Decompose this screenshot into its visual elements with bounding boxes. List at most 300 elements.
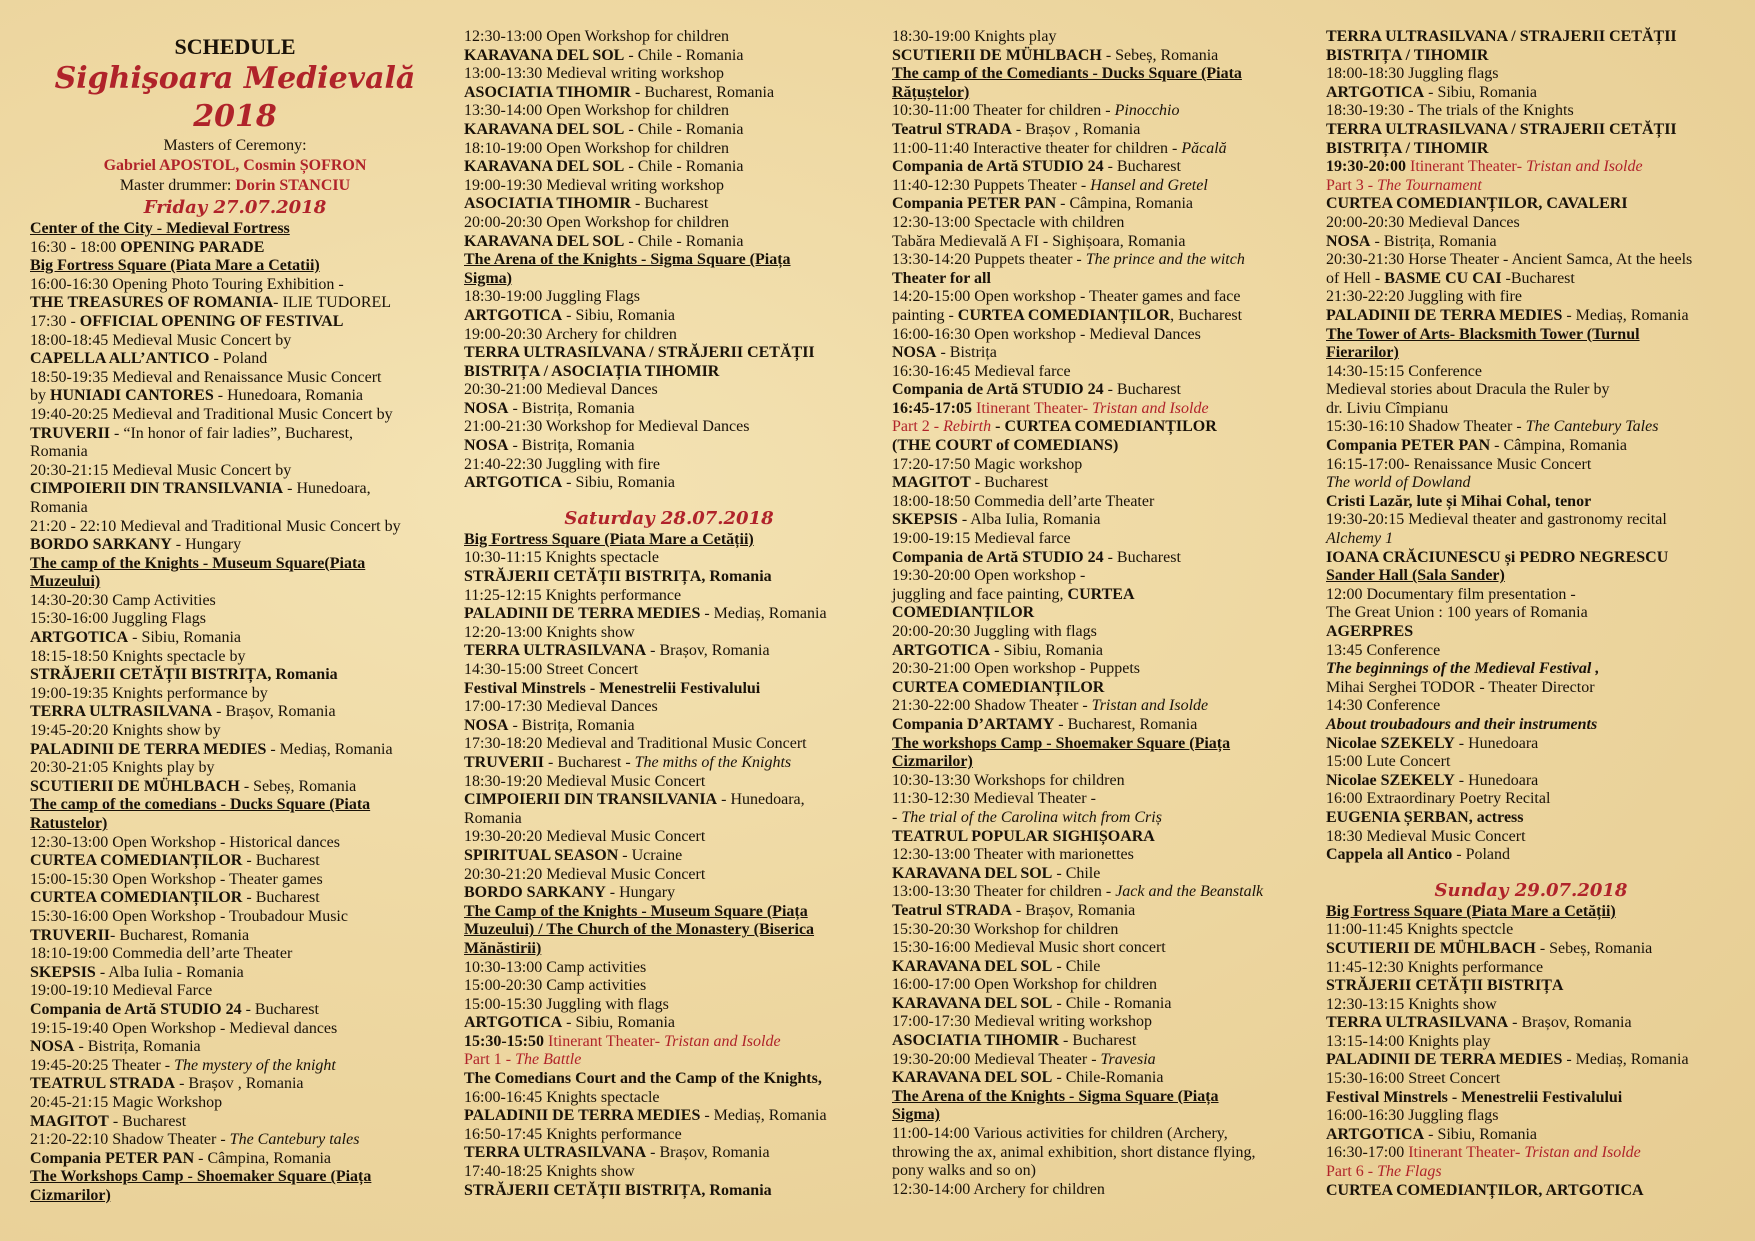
schedule-line	[1326, 418, 1736, 437]
schedule-line	[892, 772, 1302, 791]
line-segment: Part 3 -	[1326, 176, 1378, 194]
schedule-line	[30, 722, 440, 741]
line-segment: Big Fortress Square (Piata Mare a Cetatii)	[30, 257, 320, 275]
venue-heading	[464, 270, 874, 289]
schedule-line	[892, 177, 1302, 196]
line-segment: - Sibiu, Romania	[1424, 83, 1538, 101]
schedule-line	[1326, 158, 1736, 177]
line-segment: - Hunedoara	[1454, 771, 1539, 789]
schedule-line	[1326, 921, 1736, 940]
line-segment: 19:00-19:15 Medieval farce	[892, 530, 1071, 548]
line-segment: 18:30-19:20 Medieval Music Concert	[464, 772, 706, 790]
line-segment: Itinerant Theater	[547, 1032, 655, 1050]
line-segment: 12:30-14:00 Archery for children	[892, 1180, 1105, 1198]
line-segment: - Tristan and Isolde	[1082, 399, 1209, 417]
line-segment: The Comedians Court and the Camp of the Knights,	[464, 1070, 822, 1088]
line-segment: 20:30-21:05 Knights play by	[30, 759, 215, 777]
venue-heading	[464, 903, 874, 922]
line-segment: - Brașov, Romania	[646, 642, 770, 660]
schedule-line	[1326, 660, 1736, 679]
line-segment: 18:00-18:50 Commedia dell’arte Theater	[892, 492, 1155, 510]
schedule-line	[464, 828, 874, 847]
line-segment: Compania de Artă STUDIO 24	[892, 381, 1104, 399]
line-segment: NOSA	[1326, 232, 1371, 250]
schedule-line	[1326, 623, 1736, 642]
schedule-line	[464, 1070, 874, 1089]
schedule-line	[1326, 493, 1736, 512]
schedule-column-4	[1326, 28, 1736, 1200]
line-segment: Păcală	[1181, 139, 1227, 157]
line-segment: - Bucharest	[242, 889, 320, 907]
line-segment: Tabăra Medievală A FI - Sighișoara, Romania	[892, 232, 1186, 250]
line-segment: 15:00 Lute Concert	[1326, 753, 1451, 771]
line-segment: The prince and the witch	[1085, 251, 1245, 269]
schedule-line	[464, 1163, 874, 1182]
line-segment: 16:30-16:45 Medieval farce	[892, 362, 1071, 380]
schedule-line	[464, 1107, 874, 1126]
schedule-line	[892, 437, 1302, 456]
line-segment: - Bucharest	[631, 195, 709, 213]
line-segment: BORDO SARKANY	[464, 884, 606, 902]
line-segment: ARTGOTICA	[464, 306, 563, 324]
line-segment: 17:30-18:20 Medieval and Traditional Music Concert	[464, 735, 807, 753]
schedule-line	[892, 288, 1302, 307]
line-segment: Compania PETER PAN	[30, 1149, 195, 1167]
schedule-line	[1326, 47, 1736, 66]
schedule-line	[892, 102, 1302, 121]
line-segment: - Chile	[1052, 864, 1101, 882]
line-segment: Cizmarilor)	[30, 1186, 111, 1204]
schedule-line	[892, 660, 1302, 679]
line-segment: 18:10-19:00 Open Workshop for children	[464, 139, 730, 157]
schedule-line	[464, 1089, 874, 1108]
line-segment: 20:45-21:15 Magic Workshop	[30, 1093, 223, 1111]
line-segment: Compania de Artă STUDIO 24	[892, 158, 1104, 176]
schedule-line	[30, 889, 440, 908]
schedule-line	[892, 307, 1302, 326]
line-segment: THE TREASURES OF ROMANIA	[30, 294, 274, 312]
line-segment: 12:30-13:00 Open Workshop - Historical dances	[30, 833, 340, 851]
schedule-line	[30, 1038, 440, 1057]
schedule-line	[30, 1094, 440, 1113]
schedule-line	[30, 518, 440, 537]
line-segment: KARAVANA DEL SOL	[892, 994, 1053, 1012]
schedule-line	[464, 326, 874, 345]
line-segment: CURTEA COMEDIANȚILOR	[957, 306, 1171, 324]
line-segment: The Workshops Camp - Shoemaker Square (Piața	[30, 1168, 372, 1186]
schedule-line	[892, 270, 1302, 289]
line-segment: The camp of the Comediants - Ducks Square (Piata	[892, 65, 1242, 83]
schedule-header	[30, 34, 440, 196]
schedule-line	[464, 568, 874, 587]
line-segment: 20:00-20:30 Medieval Dances	[1326, 213, 1520, 231]
line-segment: - Brașov, Romania	[212, 703, 336, 721]
line-segment: NOSA	[30, 1038, 75, 1056]
line-segment: - Bucharest	[1103, 548, 1181, 566]
schedule-line	[30, 1113, 440, 1132]
venue-heading	[1326, 326, 1736, 345]
line-segment: CURTEA COMEDIANȚILOR	[892, 678, 1105, 696]
line-segment: 21:30-22:20 Juggling with fire	[1326, 288, 1522, 306]
schedule-line	[30, 759, 440, 778]
line-segment: NOSA	[464, 399, 509, 417]
schedule-line	[892, 400, 1302, 419]
drummer-label: Master drummer:	[119, 177, 232, 194]
line-segment: - CURTEA COMEDIANȚILOR	[991, 418, 1217, 436]
line-segment: 13:00-13:30 Theater for children -	[892, 883, 1116, 901]
line-segment: of Hell -	[1326, 269, 1385, 287]
schedule-line	[464, 177, 874, 196]
line-segment: Romania	[464, 809, 522, 827]
schedule-line	[892, 846, 1302, 865]
line-segment: PALADINII DE TERRA MEDIES	[30, 740, 267, 758]
line-segment: Theater for all	[892, 269, 991, 287]
line-segment: Festival Minstrels - Menestrelii Festivalului	[1326, 1088, 1623, 1106]
schedule-line	[464, 418, 874, 437]
line-segment: COMEDIANȚILOR	[892, 604, 1035, 622]
schedule-line	[464, 474, 874, 493]
schedule-line	[892, 1013, 1302, 1032]
line-segment: TERRA ULTRASILVANA / STRĂJERII CETĂȚII	[464, 344, 815, 362]
schedule-line	[1326, 809, 1736, 828]
line-segment: 13:30-14:20 Puppets theater -	[892, 251, 1086, 269]
line-segment: 11:30-12:30 Medieval Theater -	[892, 790, 1096, 808]
schedule-line	[30, 313, 440, 332]
line-segment: - Poland	[209, 350, 268, 368]
line-segment: 16:30 - 18:00	[30, 238, 121, 256]
line-segment: - Câmpina, Romania	[1056, 195, 1194, 213]
schedule-line	[892, 865, 1302, 884]
line-segment: CURTEA COMEDIANȚILOR	[30, 889, 243, 907]
schedule-line	[892, 233, 1302, 252]
schedule-line	[1326, 1051, 1736, 1070]
line-segment: SCUTIERII DE MÜHLBACH	[1326, 939, 1536, 957]
line-segment: 21:30-22:00 Shadow Theater -	[892, 697, 1092, 715]
line-segment: BASME CU CAI	[1384, 269, 1502, 287]
line-segment: 15:30-16:00 Juggling Flags	[30, 610, 207, 628]
line-segment: 18:30 Medieval Music Concert	[1326, 827, 1526, 845]
line-segment: STRĂJERII CETĂȚII BISTRIȚA, Romania	[464, 568, 772, 586]
line-segment: 16:00 Extraordinary Poetry Recital	[1326, 790, 1551, 808]
schedule-line	[1326, 28, 1736, 47]
line-segment: 12:30-13:00 Theater with marionettes	[892, 846, 1134, 864]
line-segment: 11:45-12:30 Knights performance	[1326, 958, 1544, 976]
schedule-line	[464, 102, 874, 121]
schedule-line	[30, 443, 440, 462]
festival-title: Sighişoara Medievală 2018	[54, 61, 416, 134]
line-segment: Itinerant Theater	[1409, 158, 1517, 176]
line-segment: Part 6 -	[1326, 1163, 1378, 1181]
line-segment: 16:45-17:05	[892, 399, 976, 417]
line-segment: 14:30-15:00 Street Concert	[464, 661, 639, 678]
schedule-line	[464, 121, 874, 140]
line-segment: - Bistrița, Romania	[508, 437, 635, 455]
line-segment: ASOCIATIA TIHOMIR	[464, 195, 631, 213]
schedule-line	[1326, 530, 1736, 549]
schedule-line	[464, 977, 874, 996]
line-segment: - Hunedoara,	[717, 791, 805, 809]
line-segment: KARAVANA DEL SOL	[464, 158, 625, 176]
schedule-line	[464, 661, 874, 680]
line-segment: CURTEA COMEDIANȚILOR, ARTGOTICA	[1326, 1181, 1644, 1199]
schedule-line	[30, 927, 440, 946]
masters-label: Masters of Ceremony:	[163, 137, 307, 154]
schedule-line	[892, 363, 1302, 382]
line-segment: SCUTIERII DE MÜHLBACH	[892, 46, 1102, 64]
schedule-line	[464, 140, 874, 159]
schedule-line	[464, 1144, 874, 1163]
schedule-line	[1326, 121, 1736, 140]
line-segment: - Sebeș, Romania	[1101, 46, 1219, 64]
line-segment: Compania de Artă STUDIO 24	[892, 548, 1104, 566]
line-segment: Cristi Lazăr, lute și Mihai Cohal, tenor	[1326, 492, 1592, 510]
line-segment: - Sibiu, Romania	[562, 306, 676, 324]
line-segment: - Alba Iulia, Romania	[957, 511, 1101, 529]
line-segment: Fierarilor)	[1326, 344, 1399, 362]
line-segment: 12:30-13:15 Knights show	[1326, 995, 1497, 1013]
schedule-line	[464, 233, 874, 252]
line-segment: - Câmpina, Romania	[194, 1149, 332, 1167]
schedule-line	[464, 456, 874, 475]
venue-heading	[892, 735, 1302, 754]
line-segment: juggling and face painting,	[892, 585, 1068, 603]
line-segment: 19:30-20:00	[1326, 158, 1410, 176]
schedule-line	[464, 549, 874, 568]
schedule-line	[464, 791, 874, 810]
line-segment: The mystery of the knight	[174, 1056, 336, 1074]
line-segment: 16:15-17:00- Renaissance Music Concert	[1326, 455, 1592, 473]
line-segment: TEATRUL POPULAR SIGHIȘOARA	[892, 827, 1155, 845]
line-segment: 18:30-19:30 - The trials of the Knights	[1326, 102, 1574, 120]
schedule-line	[1326, 828, 1736, 847]
schedule-line	[892, 604, 1302, 623]
line-segment: Sigma)	[464, 269, 512, 287]
line-segment: - Mediaș, Romania	[700, 605, 827, 623]
schedule-line	[30, 1057, 440, 1076]
schedule-line	[30, 852, 440, 871]
line-segment: STRĂJERII CETĂȚII BISTRIȚA, Romania	[30, 666, 338, 684]
schedule-line	[1326, 790, 1736, 809]
line-segment: Travesia	[1100, 1050, 1156, 1068]
line-segment: About troubadours and their instruments	[1326, 715, 1598, 733]
line-segment: 20:30-21:20 Medieval Music Concert	[464, 865, 706, 883]
line-segment: PALADINII DE TERRA MEDIES	[1326, 1051, 1563, 1069]
line-segment: The Flags	[1377, 1163, 1442, 1181]
schedule-line	[892, 1069, 1302, 1088]
schedule-line	[892, 976, 1302, 995]
venue-heading	[30, 573, 440, 592]
line-segment: (THE COURT of COMEDIANS)	[892, 437, 1119, 455]
line-segment: - Hunedoara,	[283, 480, 371, 498]
line-segment: 18:30-19:00 Juggling Flags	[464, 288, 641, 306]
line-segment: 13:00-13:30 Medieval writing workshop	[464, 65, 724, 83]
venue-heading	[30, 1187, 440, 1206]
line-segment: - Sebeș, Romania	[1535, 939, 1653, 957]
line-segment: 19:00-19:35 Knights performance by	[30, 684, 268, 702]
line-segment: Sigma)	[892, 1106, 940, 1124]
schedule-line	[30, 648, 440, 667]
line-segment: 19:00-20:30 Archery for children	[464, 325, 677, 343]
line-segment: Itinerant Theater	[1408, 1144, 1515, 1162]
line-segment: 16:50-17:45 Knights performance	[464, 1125, 682, 1143]
schedule-column-3	[892, 28, 1302, 1199]
schedule-line	[30, 276, 440, 295]
schedule-line	[1326, 679, 1736, 698]
line-segment: - Sebeș, Romania	[239, 777, 357, 795]
schedule-line	[892, 251, 1302, 270]
line-segment: 13:15-14:00 Knights play	[1326, 1032, 1491, 1050]
schedule-line	[1326, 1182, 1736, 1201]
schedule-line	[1326, 233, 1736, 252]
line-segment: - Chile - Romania	[1052, 994, 1172, 1012]
schedule-line	[1326, 996, 1736, 1015]
line-segment: 18:50-19:35 Medieval and Renaissance Music Concert	[30, 368, 382, 386]
schedule-line	[30, 703, 440, 722]
schedule-line	[30, 685, 440, 704]
line-segment: The Battle	[515, 1051, 582, 1069]
schedule-line	[1326, 437, 1736, 456]
line-segment: 11:00-11:45 Knights spectcle	[1326, 921, 1514, 939]
schedule-line	[892, 567, 1302, 586]
line-segment: Compania D’ARTAMY	[892, 715, 1055, 733]
schedule-line	[892, 921, 1302, 940]
schedule-line	[30, 462, 440, 481]
line-segment: CAPELLA ALL’ANTICO	[30, 350, 210, 368]
line-segment: - Bucharest, Romania	[1054, 715, 1198, 733]
line-segment: - “In honor of fair ladies”, Bucharest,	[110, 424, 354, 442]
line-segment: Medieval stories about Dracula the Ruler by	[1326, 381, 1610, 399]
line-segment: - Mediaș, Romania	[700, 1107, 827, 1125]
schedule-line	[892, 883, 1302, 902]
schedule-column-2	[464, 28, 874, 1200]
schedule-line	[1326, 604, 1736, 623]
schedule-line	[30, 610, 440, 629]
schedule-heading: SCHEDULE	[174, 34, 296, 59]
line-segment: 19:15-19:40 Open Workshop - Medieval dances	[30, 1019, 338, 1037]
schedule-line	[1326, 1107, 1736, 1126]
line-segment: - Bucharest	[1103, 158, 1181, 176]
line-segment: Tristan and Isolde	[1091, 697, 1209, 715]
line-segment: ARTGOTICA	[1326, 83, 1425, 101]
schedule-line	[892, 418, 1302, 437]
line-segment: - Bucharest, Romania	[110, 926, 250, 944]
line-segment: 19:45-20:20 Knights show by	[30, 722, 221, 740]
line-segment: Teatrul STRADA	[892, 901, 1012, 919]
schedule-line	[1326, 474, 1736, 493]
schedule-line	[1326, 697, 1736, 716]
line-segment: 17:20-17:50 Magic workshop	[892, 455, 1083, 473]
line-segment: 15:30-20:30 Workshop for children	[892, 920, 1119, 938]
schedule-line	[892, 456, 1302, 475]
line-segment: STRĂJERII CETĂȚII BISTRIȚA, Romania	[464, 1181, 772, 1199]
line-segment: 19:30-20:00 Medieval Theater -	[892, 1050, 1101, 1068]
line-segment: - Tristan and Isolde	[1514, 1144, 1641, 1162]
schedule-line	[1326, 772, 1736, 791]
line-segment: 15:00-20:30 Camp activities	[464, 977, 647, 995]
line-segment: SKEPSIS	[30, 963, 96, 981]
line-segment: 18:10-19:00 Commedia dell’arte Theater	[30, 945, 293, 963]
line-segment: 21:00-21:30 Workshop for Medieval Dances	[464, 418, 750, 436]
schedule-line	[892, 586, 1302, 605]
line-segment: Cizmarilor)	[892, 753, 973, 771]
line-segment: Alchemy 1	[1326, 530, 1394, 548]
line-segment: IOANA CRĂCIUNESCU și PEDRO NEGRESCU	[1326, 548, 1669, 566]
venue-heading	[30, 257, 440, 276]
line-segment: TERRA ULTRASILVANA / STRAJERII CETĂȚII	[1326, 28, 1677, 45]
day-heading-friday: Friday 27.07.2018	[143, 197, 327, 218]
schedule-line	[1326, 251, 1736, 270]
line-segment: BORDO SARKANY	[30, 536, 172, 554]
line-segment: 15:30-16:00 Medieval Music short concert	[892, 939, 1166, 957]
line-segment: 17:00-17:30 Medieval writing workshop	[892, 1013, 1152, 1031]
line-segment: - Mediaș, Romania	[1562, 306, 1689, 324]
venue-heading	[464, 531, 874, 550]
schedule-line	[30, 387, 440, 406]
line-segment: Big Fortress Square (Piata Mare a Cetății)	[1326, 902, 1616, 920]
line-segment: KARAVANA DEL SOL	[464, 46, 625, 64]
line-segment: - Sibiu, Romania	[990, 641, 1104, 659]
line-segment: - Alba Iulia - Romania	[95, 963, 244, 981]
line-segment: The beginnings of the Medieval Festival ,	[1326, 660, 1600, 678]
line-segment: 17:40-18:25 Knights show	[464, 1163, 635, 1181]
line-segment: The Camp of the Knights - Museum Square (Piața	[464, 902, 808, 920]
line-segment: Hansel and Gretel	[1090, 176, 1208, 194]
line-segment: 16:30-17:00	[1326, 1144, 1409, 1162]
schedule-line	[464, 28, 874, 47]
line-segment: 10:30-13:30 Workshops for children	[892, 771, 1125, 789]
line-segment: - Chile	[1052, 957, 1101, 975]
schedule-line	[30, 1020, 440, 1039]
schedule-line	[464, 400, 874, 419]
line-segment: Rățuștelor)	[892, 83, 970, 101]
line-segment: - Brașov , Romania	[1011, 120, 1141, 138]
schedule-line	[892, 140, 1302, 159]
schedule-line	[1326, 140, 1736, 159]
schedule-line	[1326, 977, 1736, 996]
schedule-line	[464, 866, 874, 885]
line-segment: 12:30-13:00 Open Workshop for children	[464, 28, 730, 45]
line-segment: TRUVERII	[464, 753, 545, 771]
line-segment: 15:30-16:00 Open Workshop - Troubadour Music	[30, 907, 348, 925]
schedule-line	[892, 939, 1302, 958]
line-segment: The Great Union : 100 years of Romania	[1326, 604, 1588, 622]
line-segment: 16:00-16:30 Open workshop - Medieval Dances	[892, 325, 1201, 343]
line-segment: TERRA ULTRASILVANA	[464, 1144, 647, 1162]
line-segment: 10:30-13:00 Camp activities	[464, 958, 647, 976]
venue-heading	[30, 555, 440, 574]
line-segment: Cappela all Antico	[1326, 846, 1453, 864]
line-segment: 11:00-14:00 Various activities for children (Archery,	[892, 1125, 1228, 1143]
line-segment: ARTGOTICA	[464, 1014, 563, 1032]
line-segment: ASOCIATIA TIHOMIR	[464, 83, 631, 101]
venue-heading	[892, 753, 1302, 772]
venue-heading	[892, 65, 1302, 84]
schedule-line	[1326, 102, 1736, 121]
line-segment: - Sibiu, Romania	[1424, 1125, 1538, 1143]
schedule-line	[464, 363, 874, 382]
line-segment: BISTRIȚA / ASOCIAȚIA TIHOMIR	[464, 362, 720, 380]
line-segment: throwing the ax, animal exhibition, short distance flying,	[892, 1143, 1256, 1161]
line-segment: 18:00-18:30 Juggling flags	[1326, 65, 1499, 83]
schedule-line	[30, 741, 440, 760]
line-segment: Ratustelor)	[30, 815, 108, 832]
schedule-line	[892, 1051, 1302, 1070]
line-segment: The Cantebury Tales	[1525, 418, 1659, 436]
schedule-line	[464, 65, 874, 84]
line-segment: OFFICIAL OPENING OF FESTIVAL	[79, 312, 344, 330]
line-segment: The Arena of the Knights - Sigma Square (Piața	[892, 1087, 1219, 1105]
schedule-line	[30, 945, 440, 964]
